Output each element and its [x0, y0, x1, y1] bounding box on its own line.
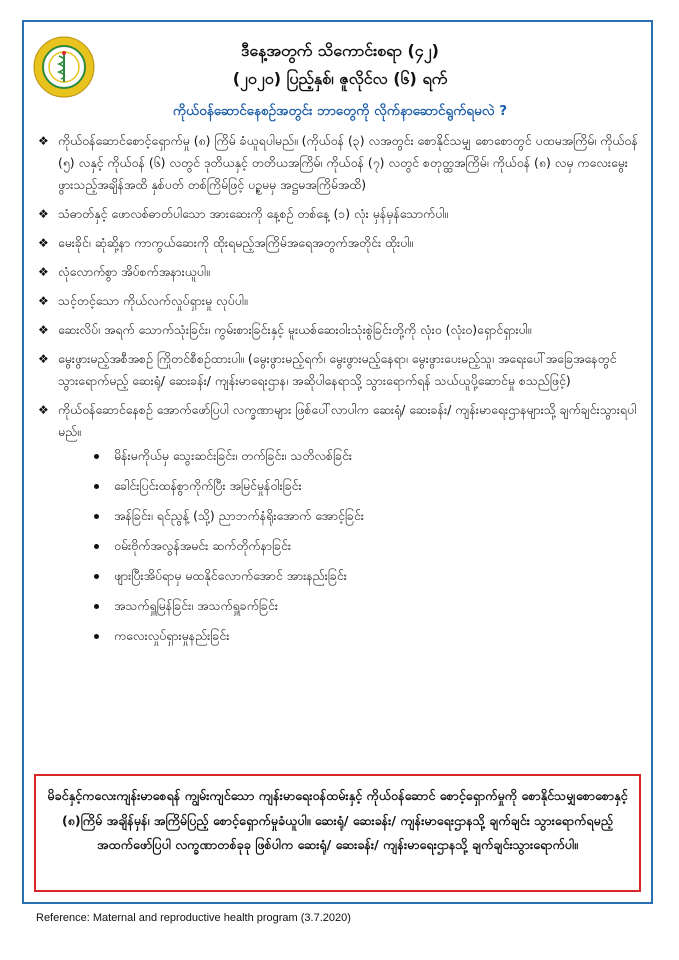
bullet-dot-icon: [94, 574, 99, 579]
list-item: ❖ ဆေးလိပ်၊ အရက် သောက်သုံးခြင်း၊ ကွမ်းစားခြင်းနှင့် မူးယစ်ဆေးဝါးသုံးစွဲခြင်းတို့ကို လုံးဝ (လုံးဝ)ရှောင်ရှားပါ။: [38, 319, 643, 341]
warning-sign-item: မိန်းမကိုယ်မှ သွေးဆင်းခြင်း၊ တက်ခြင်း၊ သတိလစ်ခြင်း: [58, 445, 643, 467]
warning-sign-item: ဝမ်းဗိုက်အလွန်အမင်း ဆက်တိုက်နာခြင်း: [58, 535, 643, 557]
diamond-bullet-icon: ❖: [38, 323, 49, 337]
notice-text: မိခင်နှင့်ကလေးကျန်းမာစေရန် ကျွမ်းကျင်သော ကျန်းမာရေးဝန်ထမ်းနှင့် ကိုယ်ဝန်ဆောင် စောင့်ရှောက်မှုကို စောနိုင်သမျှစောစောနှင့် (၈)ကြိမ် အချိန်မှန်၊ အကြိမ်ပြည့် စောင့်ရှောက်မှုခံယူပါ။ ဆေးရုံ/ ဆေးခန်း/ ကျန်းမာရေးဌာနသို့ ချက်ချင်း သွားရောက်ရမည့် အထက်ဖော်ပြပါ လက္ခဏာတစ်ခုခု ဖြစ်ပါက ဆေးရုံ/ ဆေးခန်း/ ကျန်းမာရေးဌာနသို့ ချက်ချင်းသွားရောက်ပါ။: [47, 788, 628, 852]
list-item: ❖ လုံလောက်စွာ အိပ်စက်အနားယူပါ။: [38, 261, 643, 283]
bullet-dot-icon: [94, 514, 99, 519]
page-subtitle: ကိုယ်ဝန်ဆောင်နေစဉ်အတွင်း ဘာတွေကို လိုက်နာဆောင်ရွက်ရမလဲ ?: [172, 103, 508, 119]
list-item: ❖ မွေးဖွားမည့်အစီအစဉ် ကြိုတင်စီစဉ်ထားပါ။ (မွေးဖွားမည့်ရက်၊ မွေးဖွားမည့်နေရာ၊ မွေးဖွားပေးမည့်သူ၊ အရေးပေါ်အခြေအနေတွင် သွားရောက်မည့် ဆေးရုံ/ ဆေးခန်း/ ကျန်းမာရေးဌာန၊ အဆိုပါနေရာသို့ သွားရောက်ရန် သယ်ယူပို့ဆောင်မှု စသည်ဖြင့်): [38, 348, 643, 392]
page-date: (၂၀၂၀) ပြည့်နှစ်၊ ဇူလိုင်လ (၆) ရက်: [232, 69, 448, 88]
warning-sign-item: ဖျားပြီးအိပ်ရာမှ မထနိုင်လောက်အောင် အားနည်းခြင်း: [58, 565, 643, 587]
diamond-bullet-icon: ❖: [38, 294, 49, 308]
bullet-dot-icon: [94, 544, 99, 549]
list-item: ❖ ကိုယ်ဝန်ဆောင်စောင့်ရှောက်မှု (၈) ကြိမ် ခံယူရပါမည်။ (ကိုယ်ဝန် (၃) လအတွင်း စောနိုင်သမျှ စောစောတွင် ပထမအကြိမ်၊ ကိုယ်ဝန် (၅) လနှင့် ကိုယ်ဝန် (၆) လတွင် ဒုတိယနှင့် တတိယအကြိမ်၊ ကိုယ်ဝန် (၇) လတွင် စတုတ္ထအကြိမ်၊ ကိုယ်ဝန် (၈) လမှ ကလေးမွေးဖွားသည့်အချိန်အထိ နှစ်ပတ် တစ်ကြိမ်ဖြင့် ပဥ္စမမှ အဋ္ဌမအကြိမ်အထိ): [38, 130, 643, 196]
warning-sign-item: အသက်ရှူမြန်ခြင်း၊ အသက်ရှူခက်ခြင်း: [58, 595, 643, 617]
diamond-bullet-icon: ❖: [38, 134, 49, 148]
diamond-bullet-icon: ❖: [38, 236, 49, 250]
guidance-list: [38, 130, 643, 655]
diamond-bullet-icon: ❖: [38, 207, 49, 221]
warning-sign-item: အန်ခြင်း၊ ရင်ညွန့် (သို့) ညာဘက်နံရိုးအောက် အောင့်ခြင်း: [58, 505, 643, 527]
reference-note: Reference: Maternal and reproductive health program (3.7.2020): [36, 912, 351, 924]
list-item: ❖ ကိုယ်ဝန်ဆောင်နေစဉ် အောက်ဖော်ပြပါ လက္ခဏာများ ဖြစ်ပေါ်လာပါက ဆေးရုံ/ ဆေးခန်း/ ကျန်းမာရေးဌာနများသို့ ချက်ချင်းသွားရပါမည်။ မိန်းမကိုယ်မှ သွေးဆင်းခြင်း၊ တက်ခြင်း၊ သတိလစ်ခြင်း ခေါင်းပြင်းထန်စွာကိုက်ပြီး အမြင်မှုန်ဝါးခြင်း အန်ခြင်း၊ ရင်ညွန့် (သို့) ညာဘက်နံရိုးအောက် အောင့်ခြင်း ဝမ်းဗိုက်အလွန်အမင်း ဆက်တိုက်နာခြင်း ဖျားပြီးအိပ်ရာမှ မထနိုင်လောက်အောင် အားနည်းခြင်း အသက်ရှူမြန်ခြင်း၊ အသက်ရှူခက်ခြင်း ကလေးလှုပ်ရှားမှုနည်းခြင်း: [38, 399, 643, 647]
list-item: ❖ သင့်တင့်သော ကိုယ်လက်လှုပ်ရှားမှု လုပ်ပါ။: [38, 290, 643, 312]
warning-signs-list: [58, 445, 643, 647]
ministry-logo: [33, 36, 95, 98]
warning-sign-item: ကလေးလှုပ်ရှားမှုနည်းခြင်း: [58, 625, 643, 647]
list-item: ❖ သံဓာတ်နှင့် ဖောလစ်ဓာတ်ပါသော အားဆေးကို နေ့စဉ် တစ်နေ့ (၁) လုံး မှန်မှန်သောက်ပါ။: [38, 203, 643, 225]
list-item: ❖ မေးခိုင်၊ ဆုံဆို့နာ ကာကွယ်ဆေးကို ထိုးရမည့်အကြိမ်အရေအတွက်အတိုင်း ထိုးပါ။: [38, 232, 643, 254]
bullet-dot-icon: [94, 454, 99, 459]
warning-sign-item: ခေါင်းပြင်းထန်စွာကိုက်ပြီး အမြင်မှုန်ဝါးခြင်း: [58, 475, 643, 497]
bullet-dot-icon: [94, 604, 99, 609]
bullet-dot-icon: [94, 484, 99, 489]
page-title: ဒီနေ့အတွက် သိကောင်းစရာ (၄၂): [241, 41, 439, 60]
diamond-bullet-icon: ❖: [38, 265, 49, 279]
diamond-bullet-icon: ❖: [38, 352, 49, 366]
bullet-dot-icon: [94, 634, 99, 639]
important-notice-box: [34, 774, 641, 892]
diamond-bullet-icon: ❖: [38, 403, 49, 417]
